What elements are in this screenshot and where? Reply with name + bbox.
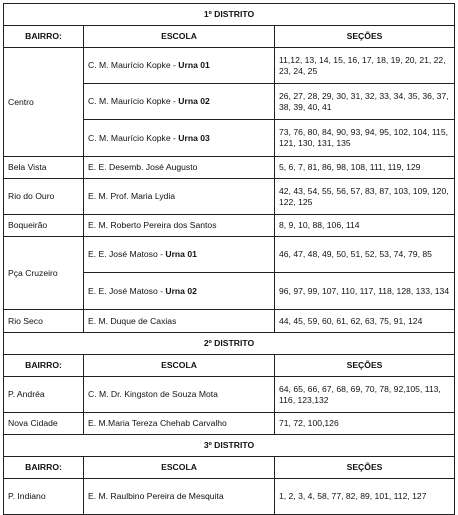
bairro-cell: Rio do Ouro [4, 179, 84, 215]
urna-label: Urna 02 [178, 96, 210, 106]
table-row [4, 215, 455, 237]
table-row [4, 479, 455, 515]
sections-table [3, 3, 455, 515]
district-2-title: 2º DISTRITO [4, 333, 455, 355]
urna-label: Urna 01 [165, 249, 197, 259]
table-row [4, 179, 455, 215]
secoes-cell: 1, 2, 3, 4, 58, 77, 82, 89, 101, 112, 127 [275, 479, 455, 515]
secoes-cell: 71, 72, 100,126 [275, 413, 455, 435]
table-row [4, 377, 455, 413]
district-1-header-row [4, 26, 455, 48]
header-escola: ESCOLA [84, 457, 275, 479]
secoes-cell: 46, 47, 48, 49, 50, 51, 52, 53, 74, 79, 85 [275, 237, 455, 273]
escola-cell: E. M. Duque de Caxias [84, 310, 275, 333]
header-bairro: BAIRRO: [4, 355, 84, 377]
district-2-header-row [4, 355, 455, 377]
district-1-title: 1º DISTRITO [4, 4, 455, 26]
escola-cell: E. M.Maria Tereza Chehab Carvalho [84, 413, 275, 435]
district-1-title-row [4, 4, 455, 26]
secoes-cell: 44, 45, 59, 60, 61, 62, 63, 75, 91, 124 [275, 310, 455, 333]
district-3-title: 3º DISTRITO [4, 435, 455, 457]
secoes-cell: 11,12, 13, 14, 15, 16, 17, 18, 19, 20, 21, 22, 23, 24, 25 [275, 48, 455, 84]
secoes-cell: 73, 76, 80, 84, 90, 93, 94, 95, 102, 104, 115, 121, 130, 131, 135 [275, 120, 455, 157]
urna-label: Urna 03 [178, 132, 210, 143]
header-secoes: SEÇÕES [275, 355, 455, 377]
header-escola: ESCOLA [84, 355, 275, 377]
escola-cell: C. M. Maurício Kopke - Urna 02 [84, 84, 275, 120]
urna-label: Urna 02 [165, 285, 197, 296]
table-row [4, 413, 455, 435]
table-row [4, 237, 455, 273]
bairro-cell: Boqueirão [4, 215, 84, 237]
bairro-cell: Nova Cidade [4, 413, 84, 435]
secoes-cell: 5, 6, 7, 81, 86, 98, 108, 111, 119, 129 [275, 157, 455, 179]
table-row [4, 157, 455, 179]
bairro-cell: P. Indiano [4, 479, 84, 515]
escola-cell: C. M. Maurício Kopke - Urna 01 [84, 48, 275, 84]
header-secoes: SEÇÕES [275, 26, 455, 48]
escola-cell: E. M. Raulbino Pereira de Mesquita [84, 479, 275, 515]
secoes-cell: 96, 97, 99, 107, 110, 117, 118, 128, 133, 134 [275, 273, 455, 310]
escola-cell: C. M. Dr. Kingston de Souza Mota [84, 377, 275, 413]
secoes-cell: 8, 9, 10, 88, 106, 114 [275, 215, 455, 237]
header-secoes: SEÇÕES [275, 457, 455, 479]
urna-label: Urna 01 [178, 60, 210, 70]
header-bairro: BAIRRO: [4, 26, 84, 48]
header-escola: ESCOLA [84, 26, 275, 48]
escola-cell: E. E. José Matoso - Urna 02 [84, 273, 275, 310]
secoes-cell: 64, 65, 66, 67, 68, 69, 70, 78, 92,105, 113, 116, 123,132 [275, 377, 455, 413]
district-2-title-row [4, 333, 455, 355]
table-row [4, 310, 455, 333]
secoes-cell: 26, 27, 28, 29, 30, 31, 32, 33, 34, 35, 36, 37, 38, 39, 40, 41 [275, 84, 455, 120]
bairro-cell: P. Andréa [4, 377, 84, 413]
escola-cell: E. M. Prof. Maria Lydia [84, 179, 275, 215]
escola-cell: C. M. Maurício Kopke - Urna 03 [84, 120, 275, 157]
escola-cell: E. E. Desemb. José Augusto [84, 157, 275, 179]
escola-cell: E. E. José Matoso - Urna 01 [84, 237, 275, 273]
table-row [4, 48, 455, 84]
bairro-cell: Centro [4, 48, 84, 157]
district-3-header-row [4, 457, 455, 479]
electoral-sections-document [3, 3, 454, 515]
bairro-cell: Rio Seco [4, 310, 84, 333]
secoes-cell: 42, 43, 54, 55, 56, 57, 83, 87, 103, 109, 120, 122, 125 [275, 179, 455, 215]
escola-cell: E. M. Roberto Pereira dos Santos [84, 215, 275, 237]
header-bairro: BAIRRO: [4, 457, 84, 479]
bairro-cell: Bela Vista [4, 157, 84, 179]
district-3-title-row [4, 435, 455, 457]
bairro-cell: Pça Cruzeiro [4, 237, 84, 310]
